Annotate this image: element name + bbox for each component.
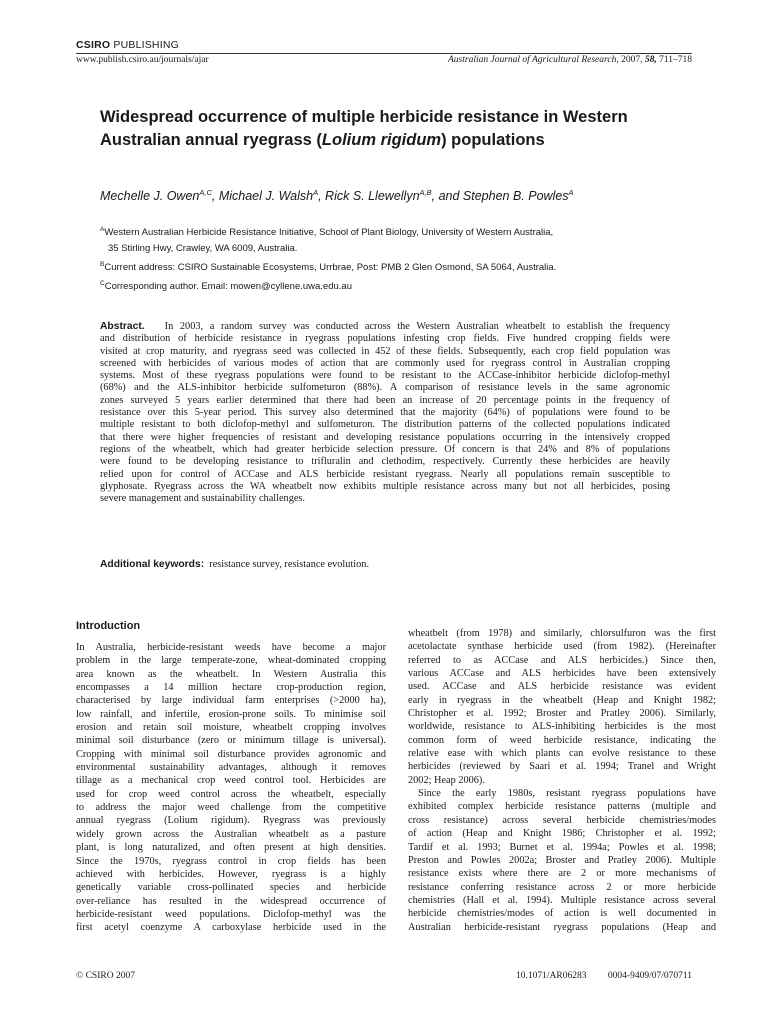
body-line: herbicide chemistries/modes of action is well documented in bbox=[408, 908, 716, 920]
abstract-line: (68%) and the ALS-inhibitor herbicide sulfometuron (88%). A comparison of resistance levels in the same agronomic bbox=[100, 382, 670, 394]
abstract-text: In 2003, a random survey was conducted across the Western Australian wheatbelt to establish the frequency bbox=[164, 321, 670, 332]
body-line: to address the major weed challenge from the competitive bbox=[76, 802, 386, 814]
journal-volume: 58, bbox=[644, 55, 657, 65]
body-line: annual ryegrass (Lolium rigidum). Ryegrass was previously bbox=[76, 815, 386, 827]
body-line: widely grown across the Australian wheatbelt as a pasture bbox=[76, 828, 386, 840]
body-line: problem in the large temperate-zone, wheat-dominated cropping bbox=[76, 655, 386, 667]
abstract-line bbox=[100, 321, 670, 333]
article-issn: 0004-9409/07/070711 bbox=[607, 971, 692, 981]
body-line: over-reliance has resulted in the widespread occurrence of bbox=[76, 895, 386, 907]
affiliation-c-sup: C bbox=[100, 280, 105, 288]
author bbox=[325, 189, 463, 203]
title-text-a: Australian annual ryegrass ( bbox=[100, 131, 322, 149]
affiliation-a-sup: A bbox=[100, 226, 105, 233]
body-column-right bbox=[408, 627, 716, 934]
body-line: referred to as ACCase and ALS herbicides.) Since then, bbox=[408, 654, 716, 666]
body-line: relative ease with which plants can evolve resistance to these bbox=[408, 748, 716, 760]
body-line: resistance exists where there are 2 or more mechanisms of bbox=[408, 868, 716, 880]
abstract-line: were found to be developing resistance to trifluralin and clethodim, respectively. Currently these herbicides are heavily bbox=[100, 456, 670, 468]
article-title bbox=[100, 106, 690, 152]
affiliation-b-sup: B bbox=[100, 261, 105, 269]
header-divider bbox=[76, 53, 692, 54]
affiliation-a-cont: 35 Stirling Hwy, Crawley, WA 6009, Australia. bbox=[108, 243, 298, 255]
abstract-line: zones surveyed 5 years earlier determined that there had been an increase of 20 percentage points in the frequency of bbox=[100, 394, 670, 406]
author-affil-sup: A bbox=[313, 188, 319, 197]
publisher-name bbox=[76, 39, 179, 51]
body-line: Australian herbicide-resistant ryegrass populations (Heap and bbox=[408, 921, 716, 933]
abstract-label: Abstract. bbox=[100, 321, 145, 332]
article-doi: 10.1071/AR06283 bbox=[516, 971, 587, 981]
abstract-line: multiple resistant to both diclofop-methyl and sulfometuron. The distribution patterns of the collected populations indicated bbox=[100, 419, 670, 431]
additional-keywords bbox=[100, 559, 369, 570]
affiliation-a bbox=[100, 222, 700, 241]
corresponding-author-email[interactable]: Corresponding author. Email: mowen@cyllene.uwa.edu.au bbox=[104, 281, 352, 293]
body-line: herbicide-resistant weed populations. Diclofop-methyl was the bbox=[76, 908, 386, 920]
body-line: various ACCase and ALS herbicides have been extensively bbox=[408, 668, 716, 680]
affiliations bbox=[100, 222, 700, 295]
body-line: Since the early 1980s, resistant ryegrass populations have bbox=[418, 788, 716, 800]
abstract-line: visited at crop maturity, and ryegrass seed was collected in 452 of these fields. Subsequently, each crop field population was bbox=[100, 345, 670, 357]
body-line: herbicides (reviewed by Saari et al. 1994; Tranel and Wright bbox=[408, 761, 716, 773]
abstract-line: glyphosate. Ryegrass across the WA wheatbelt now exhibits multiple resistance across many but not all herbicides, posing bbox=[100, 480, 670, 492]
abstract-line: relied upon for control of ACCase and ALS herbicide resistant ryegrass. Nearly all populations remain susceptible to bbox=[100, 468, 670, 480]
body-line: area known as the wheatbelt. In Western Australia this bbox=[76, 668, 386, 680]
abstract-line: resistance over this 5-year period. This survey also determined that the majority (64%) of populations were found to be bbox=[100, 407, 670, 419]
body-line: of action (Heap and Knight 1986; Christopher et al. 1992; bbox=[408, 828, 716, 840]
section-heading-introduction: Introduction bbox=[76, 620, 141, 632]
publisher-name-bold: CSIRO bbox=[76, 39, 111, 51]
body-line: 2002; Heap 2006). bbox=[408, 774, 485, 786]
body-line: tillage as a mechanical crop weed control tool. Herbicides are bbox=[76, 775, 386, 787]
author-name: Stephen B. Powles bbox=[462, 189, 569, 204]
title-line-2 bbox=[100, 129, 690, 152]
author bbox=[100, 189, 219, 203]
body-line: first acetyl coenzyme A carboxylase herbicide used in the bbox=[76, 922, 386, 934]
body-column-left bbox=[76, 641, 386, 935]
affiliation-a-line1: Western Australian Herbicide Resistance Initiative, School of Plant Biology, University of Western Australia, bbox=[104, 227, 554, 239]
body-line: common form of weed herbicide resistance, indicating the bbox=[408, 734, 716, 746]
body-line: encompasses a 14 million hectare crop-production region, bbox=[76, 682, 386, 694]
affiliation-b-text: Current address: CSIRO Sustainable Ecosystems, Urrbrae, Post: PMB 2 Glen Osmond, SA 5064, Australia. bbox=[104, 262, 557, 274]
journal-year: 2007, bbox=[621, 55, 643, 65]
body-line: chemistries (Hall et al. 1994). Multiple resistance across several bbox=[408, 894, 716, 906]
body-line: Since the 1970s, ryegrass control in crop fields has been bbox=[76, 855, 386, 867]
body-line: erosion and retain soil moisture, wheatbelt cropping involves bbox=[76, 722, 386, 734]
title-line-1: Widespread occurrence of multiple herbicide resistance in Western bbox=[100, 108, 628, 126]
abstract-line: that there were higher frequencies of resistant and developing resistance populations occurring in the intensively cropped bbox=[100, 431, 670, 443]
author-name: Mechelle J. Owen bbox=[100, 189, 200, 204]
body-line: worldwide, resistance to ALS-inhibiting herbicides is the most bbox=[408, 721, 716, 733]
body-line: Christopher et al. 1992; Broster and Pratley 2006). Similarly, bbox=[408, 708, 716, 720]
author-separator: , and bbox=[431, 189, 463, 204]
body-line: environmental sustainability advantages, although it removes bbox=[76, 762, 386, 774]
body-line: low rainfall, and infertile, erosion-prone soils. To minimise soil bbox=[76, 708, 386, 720]
body-line: minimal soil disturbance (zero or minimum tillage is universal). bbox=[76, 735, 386, 747]
body-line: used. ACCase and ALS herbicide resistance was evident bbox=[408, 681, 716, 693]
author-separator: , bbox=[318, 189, 326, 204]
abstract-line: systems. Most of these ryegrass populations were found to be resistant to the ACCase-inhibitor herbicide diclofop-methyl bbox=[100, 370, 670, 382]
abstract-line: screened with herbicides of various modes of action that are commonly used for ryegrass control in Australian cropping bbox=[100, 357, 670, 369]
title-species-name: Lolium rigidum bbox=[321, 131, 442, 149]
body-line: Tardif et al. 1993; Burnet et al. 1994a; Powles et al. 1998; bbox=[408, 841, 716, 853]
author bbox=[463, 189, 574, 203]
keywords-text: resistance survey, resistance evolution. bbox=[209, 559, 370, 570]
title-text-b: ) populations bbox=[441, 131, 545, 149]
body-line: In Australia, herbicide-resistant weeds have become a major bbox=[76, 642, 386, 653]
copyright-notice: © CSIRO 2007 bbox=[76, 971, 135, 981]
body-line: cross resistance) across several herbicide chemistries/modes bbox=[408, 814, 716, 826]
journal-pages: 711–718 bbox=[659, 55, 692, 65]
author-affil-sup: A,C bbox=[199, 188, 212, 197]
body-line: Preston and Powles 2002a; Broster and Pratley 2006). Multiple bbox=[408, 854, 716, 866]
body-line: characterised by large individual farm enterprises (>2000 ha), bbox=[76, 695, 386, 707]
body-line: used for crop weed control across the wheatbelt, especially bbox=[76, 788, 386, 800]
body-line: plant, is long naturalized, and often present at high densities. bbox=[76, 842, 386, 854]
body-line: wheatbelt (from 1978) and similarly, chlorsulfuron was the first bbox=[408, 628, 716, 639]
body-line: genetically variable cross-pollinated species and herbicide bbox=[76, 882, 386, 894]
author-separator: , bbox=[211, 189, 219, 204]
journal-name: Australian Journal of Agricultural Research, bbox=[447, 55, 619, 65]
body-line: Cropping with minimal soil disturbance provides agronomic and bbox=[76, 748, 386, 760]
body-line: early in ryegrass in the wheatbelt (Heap and Knight 1982; bbox=[408, 694, 716, 706]
journal-url-link[interactable]: www.publish.csiro.au/journals/ajar bbox=[76, 55, 209, 65]
affiliation-c bbox=[100, 276, 700, 295]
author bbox=[219, 189, 325, 203]
author-list bbox=[100, 188, 574, 203]
abstract-line: and distribution of herbicide resistance in ryegrass populations infesting crop fields. Five hundred cropping fields were bbox=[100, 333, 670, 345]
author-name: Michael J. Walsh bbox=[218, 189, 314, 204]
journal-citation bbox=[448, 55, 692, 65]
author-affil-sup: A,B bbox=[419, 188, 432, 197]
author-affil-sup: A bbox=[568, 188, 574, 197]
publisher-name-rest: PUBLISHING bbox=[110, 39, 179, 51]
body-line: achieved with herbicides. However, ryegrass is a highly bbox=[76, 868, 386, 880]
affiliation-b bbox=[100, 257, 700, 276]
keywords-label: Additional keywords: bbox=[100, 559, 205, 570]
body-line: resistance conferring resistance across 2 or more herbicide bbox=[408, 881, 716, 893]
body-line: exhibited complex herbicide resistance patterns (multiple and bbox=[408, 801, 716, 813]
abstract-line: regions of the wheatbelt, which had greater herbicide selection pressure. Of concern is that 24% and 8% of populations bbox=[100, 443, 670, 455]
author-name: Rick S. Llewellyn bbox=[325, 189, 420, 204]
abstract bbox=[100, 321, 670, 505]
abstract-line: severe management and sustainability challenges. bbox=[100, 493, 306, 505]
body-line: acetolactate synthase herbicide used (from 1982). (Hereinafter bbox=[408, 641, 716, 653]
